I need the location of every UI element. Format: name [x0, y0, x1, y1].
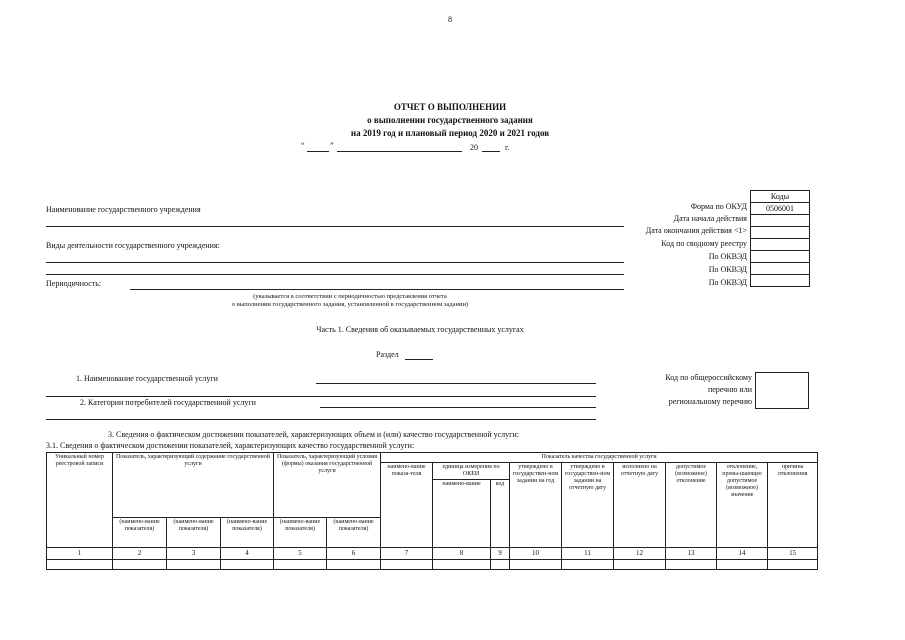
- okved-cell-2: [751, 263, 809, 275]
- date-day-line: [307, 151, 329, 152]
- service-name-label: 1. Наименование государственной услуги: [76, 374, 218, 383]
- th-executed: исполнено на отчетную дату: [614, 463, 666, 548]
- page-number: 8: [448, 15, 452, 24]
- registry-code-cell: [751, 239, 809, 251]
- activity-line-2: [46, 274, 624, 275]
- okved-label-1: По ОКВЭД: [708, 252, 747, 261]
- end-date-label: Дата окончания действия <1>: [645, 226, 747, 235]
- part1-title: Часть 1. Сведения об оказываемых государственных услугах: [316, 325, 524, 334]
- th-content-sub-2: (наимено-вание показателя): [167, 518, 221, 548]
- th-over-deviation: отклонение, превы-шающее допустимое (возможное) значение: [717, 463, 768, 548]
- col-number: 15: [768, 548, 818, 560]
- col-number: 5: [274, 548, 327, 560]
- th-content: Показатель, характеризующий содержание государственной услуги: [113, 453, 274, 518]
- th-content-sub-1: (наимено-вание показателя): [113, 518, 167, 548]
- th-unit-name: наимено-вание: [433, 480, 491, 548]
- consumer-category-line-2: [46, 419, 596, 420]
- th-approved-date: утверждено в государствен-ном задании на отчетную дату: [562, 463, 614, 548]
- th-approved-year: утверждено в государствен-ном задании на год: [510, 463, 562, 548]
- col-number: 9: [491, 548, 510, 560]
- registry-label-1: Код по общероссийскому: [665, 373, 752, 382]
- col-number: 12: [614, 548, 666, 560]
- col-number: 8: [433, 548, 491, 560]
- codes-header: Коды: [751, 191, 809, 203]
- institution-name-line: [46, 226, 624, 227]
- col-number: 13: [666, 548, 717, 560]
- consumer-category-line: [320, 407, 596, 408]
- activity-line-1: [46, 262, 624, 263]
- registry-label-3: региональному перечню: [668, 397, 752, 406]
- periodicity-line: [130, 289, 624, 290]
- col-number: 6: [327, 548, 381, 560]
- th-unique-number: Уникальный номер реестровой записи: [47, 453, 113, 548]
- th-unit-code: код: [491, 480, 510, 548]
- th-content-sub-3: (наимено-вание показателя): [221, 518, 274, 548]
- start-date-label: Дата начала действия: [673, 214, 747, 223]
- registry-label-2: перечню или: [707, 385, 752, 394]
- periodicity-note-1: (указывается в соответствии с периодичностью представления отчета: [253, 293, 447, 300]
- th-indicator-name: наимено-вание показа-теля: [381, 463, 433, 548]
- start-date-cell: [751, 215, 809, 227]
- registry-code-box: [755, 372, 809, 409]
- service-name-line-2: [46, 396, 596, 397]
- column-numbers-row: [47, 548, 818, 560]
- date-month-line: [337, 151, 462, 152]
- col-number: 10: [510, 548, 562, 560]
- consumer-category-label: 2. Категории потребителей государственной услуги: [80, 398, 256, 407]
- okved-cell-3: [751, 275, 809, 286]
- institution-name-label: Наименование государственного учреждения: [46, 205, 201, 214]
- codes-box: [750, 190, 810, 287]
- date-close-quote: ”: [330, 141, 334, 150]
- end-date-cell: [751, 227, 809, 239]
- service-name-line: [316, 383, 596, 384]
- th-conditions: Показатель, характеризующий условия (формы) оказания государственной услуги: [274, 453, 381, 518]
- section-label: Раздел: [376, 350, 399, 359]
- col-number: 3: [167, 548, 221, 560]
- okved-cell-1: [751, 251, 809, 263]
- date-open-quote: “: [301, 141, 305, 150]
- date-year-line: [482, 151, 500, 152]
- okud-label: Форма по ОКУД: [690, 202, 747, 211]
- periodicity-label: Периодичность:: [46, 279, 102, 288]
- th-unit: единица измерения по ОКЕИ: [433, 463, 510, 480]
- okud-code: 0506001: [751, 203, 809, 215]
- col-number: 11: [562, 548, 614, 560]
- quality-indicators-table: [46, 452, 818, 570]
- col-number: 2: [113, 548, 167, 560]
- col-number: 14: [717, 548, 768, 560]
- okved-label-2: По ОКВЭД: [708, 265, 747, 274]
- periodicity-note-2: о выполнении государственного задания, установленной в государственном задании): [231, 301, 469, 308]
- report-period: на 2019 год и плановый период 2020 и 2021 годов: [350, 128, 550, 138]
- th-conditions-sub-1: (наимено-вание показателя): [274, 518, 327, 548]
- report-subtitle: о выполнении государственного задания: [367, 115, 533, 125]
- col-number: 7: [381, 548, 433, 560]
- th-allowed-deviation: допустимое (возможное) отклонение: [666, 463, 717, 548]
- date-suffix: г.: [505, 143, 510, 152]
- okved-label-3: По ОКВЭД: [708, 278, 747, 287]
- th-reason: причина отклонения: [768, 463, 818, 548]
- registry-code-label: Код по сводному реестру: [661, 239, 747, 248]
- th-conditions-sub-2: (наимено-вание показателя): [327, 518, 381, 548]
- table-row: [47, 560, 818, 570]
- section-number-line: [405, 359, 433, 360]
- th-quality: Показатель качества государственной услуги: [381, 453, 818, 463]
- report-title: ОТЧЕТ О ВЫПОЛНЕНИИ: [393, 102, 507, 112]
- item3-label: 3. Сведения о фактическом достижении показателей, характеризующих объем и (или) качество государственной услуги:: [108, 430, 519, 439]
- activity-types-label: Виды деятельности государственного учреждения:: [46, 241, 220, 250]
- col-number: 1: [47, 548, 113, 560]
- date-year-prefix: 20: [470, 143, 478, 152]
- col-number: 4: [221, 548, 274, 560]
- item31-label: 3.1. Сведения о фактическом достижении показателей, характеризующих качество государственной услуги:: [46, 441, 415, 450]
